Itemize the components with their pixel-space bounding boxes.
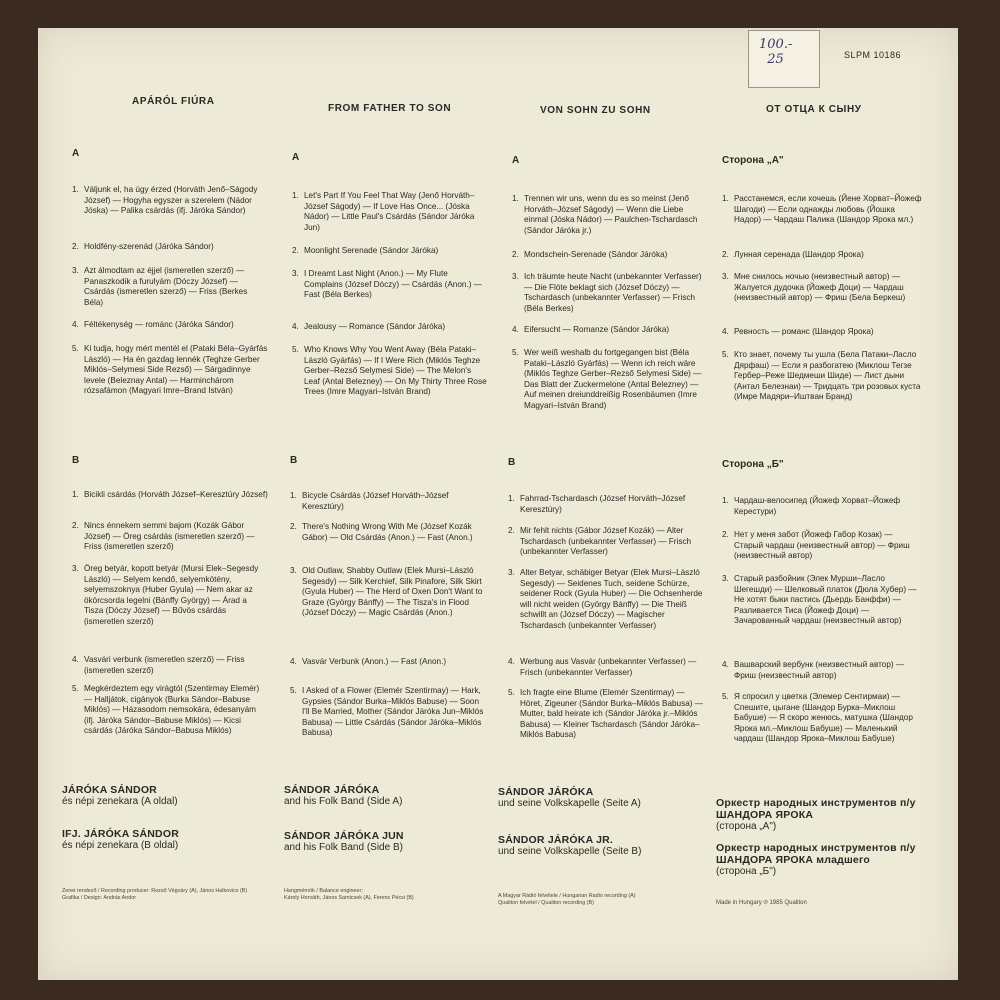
side-a-label: A — [512, 155, 520, 166]
production-credits: A Magyar Rádió felvétele / Hungarian Radio recording (A) Qualiton felvétel / Qualiton recording (B) — [498, 893, 636, 906]
track-item: 1. Расстанемся, если хочешь (Йене Хорват–Йожеф Шагоди) — Если однажды любовь (Йошка Надор) — Чардаш Палика (Шандор Ярока мл.) — [722, 194, 922, 225]
track-item: 3. Old Outlaw, Shabby Outlaw (Elek Mursi–László Segesdy) — Silk Kerchief, Silk Pinafore, Silk Skirt (Gyula Huber) — The Herd of Oxen Don't Want to Graze (György Bánffy) — The Tisza's in Flood (József Dóczy) — Magic Csárdás (Anon.) — [290, 566, 483, 618]
track-item: 4. Vasvár Verbunk (Anon.) — Fast (Anon.) — [290, 657, 447, 666]
production-credits: Hangmérnök / Balance engineer: Károly Horváth, János Samicsek (A), Ferenc Pécsi (B) — [284, 888, 414, 901]
track-item: 5. Ki tudja, hogy mért mentél el (Pataki Béla–Gyárfás László) — Ha én gazdag lennék (Teghze Gerber Miklós–Selymesi Side Rezső) — Sárgadinnye levele (Beleznay Antal) — Harminchárom rózsafámon (Magyari Imre–Brand István) — [72, 344, 268, 396]
track-item: 1. Bicikli csárdás (Horváth József–Keresztúry József) — [72, 490, 268, 499]
track-item: 3. Старый разбойник (Элек Мурши–Ласло Шегешди) — Шелковый платок (Дюла Хубер) — Не хотят быки пастись (Дьердь Банффи) — Разливается Тиса (Йожеф Доци) — Зачарованный чардаш (неизвестный автор) — [722, 574, 917, 626]
track-item: 2. Moonlight Serenade (Sándor Járóka) — [292, 246, 439, 255]
track-item: 2. Mondschein-Serenade (Sándor Járóka) — [512, 250, 668, 259]
track-item: 3. Мне снилось ночью (неизвестный автор) — Жалуется дудочка (Йожеф Доци) — Чардаш (неизвестный автор) — Фриш (Бела Беркеш) — [722, 272, 906, 303]
track-item: 1. Bicycle Csárdás (József Horváth–József Keresztúry) — [290, 491, 449, 511]
track-item: 1. Trennen wir uns, wenn du es so meinst (Jenő Horváth–József Ságody) — Wenn die Liebe einmal (Jóska Nádor) — Paulchen-Tschardasch (Sándor Járóka jr.) — [512, 194, 698, 235]
production-credits: Made in Hungary ℗ 1985 Qualiton — [716, 900, 807, 906]
track-item: 2. There's Nothing Wrong With Me (József Kozák Gábor) — Old Csárdás (Anon.) — Fast (Anon.) — [290, 522, 473, 542]
side-b-label: B — [508, 457, 516, 468]
side-a-label: A — [72, 148, 80, 159]
track-item: 2. Mir fehlt nichts (Gábor József Kozák) — Alter Tschardasch (unbekannter Verfasser) — Frisch (unbekannter Verfasser) — [508, 526, 692, 557]
performer-credit-a: JÁRÓKA SÁNDOR és népi zenekara (A oldal) — [62, 784, 178, 807]
performer-credit-a: SÁNDOR JÁRÓKA and his Folk Band (Side A) — [284, 784, 403, 807]
side-b-label: B — [290, 455, 298, 466]
track-item: 5. I Asked of a Flower (Elemér Szentirmay) — Hark, Gypsies (Sándor Burka–Miklós Babuse) — Soon I'll Be Married, Mother (Sándor Járóka Jun–Miklós Babusa) — Little Csárdás (Sándor Járóka–Miklós Babusa) — [290, 686, 484, 738]
track-item: 4. Jealousy — Romance (Sándor Járóka) — [292, 322, 446, 331]
performer-credit-b: SÁNDOR JÁRÓKA JUN and his Folk Band (Side B) — [284, 830, 404, 853]
column-title: VON SOHN ZU SOHN — [540, 105, 651, 116]
track-item: 3. Öreg betyár, kopott betyár (Mursi Elek–Segesdy László) — Selyem kendő, selyemkötény, selyemszoknya (Huber Gyula) — Nem akar az ökörcsorda legelni (Bánffy György) — Árad a Tisza (Dóczy József) — Bűvös csárdás (ismeretlen szerző) — [72, 564, 259, 626]
track-item: 3. Ich träumte heute Nacht (unbekannter Verfasser) — Die Flöte beklagt sich (József Dóczy) — Tschardasch (unbekannter Verfasser) — Frisch (Béla Berkes) — [512, 272, 702, 313]
performer-credit-b: Оркестр народных инструментов п/у ШАНДОРА ЯРОКА младшего (сторона „Б") — [716, 842, 916, 877]
track-item: 1. Чардаш-велосипед (Йожеф Хорват–Йожеф Керестури) — [722, 496, 901, 516]
track-item: 4. Werbung aus Vasvár (unbekannter Verfasser) — Frisch (unbekannter Verfasser) — [508, 657, 697, 677]
track-item: 1. Fahrrad-Tschardasch (József Horváth–József Keresztúry) — [508, 494, 686, 514]
performer-credit-b: SÁNDOR JÁRÓKA JR. und seine Volkskapelle (Seite B) — [498, 834, 642, 857]
track-item: 2. Нет у меня забот (Йожеф Габор Козак) — Старый чардаш (неизвестный автор) — Фриш (неизвестный автор) — [722, 530, 910, 561]
side-b-label: Сторона „Б" — [722, 459, 784, 470]
column-title: FROM FATHER TO SON — [328, 103, 452, 114]
track-item: 4. Ревность — романс (Шандор Ярока) — [722, 327, 874, 336]
performer-credit-b: IFJ. JÁRÓKA SÁNDOR és népi zenekara (B oldal) — [62, 828, 179, 851]
track-item: 4. Vasvári verbunk (ismeretlen szerző) — Friss (ismeretlen szerző) — [72, 655, 245, 675]
side-a-label: A — [292, 152, 300, 163]
track-item: 5. Who Knows Why You Went Away (Béla Pataki–László Gyárfás) — If I Were Rich (Miklós Teghze Gerber–Rezső Selymesi Side) — The Melon's Leaf (Antal Belezney) — On My Thirty Three Rose Trees (Imre Magyari–István Brand) — [292, 345, 487, 397]
track-item: 5. Кто знает, почему ты ушла (Бела Патаки–Ласло Дярфаш) — Если я разбогатею (Миклош Тегзе Гербер–Реже Шедмеши Шиде) — Лист дыни (Антал Белезнаи) — Тридцать три розовых куста (Имре Мадяри–Иштван Бранд) — [722, 350, 921, 402]
track-item: 4. Вашварский вербунк (неизвестный автор) — Фриш (неизвестный автор) — [722, 660, 905, 680]
side-a-label: Сторона „А" — [722, 155, 784, 166]
production-credits: Zenei rendező / Recording producer: Rezső Végváry (A), János Halkovics (B) Grafika / Design: András Andor — [62, 888, 248, 901]
track-item: 2. Nincs énnekem semmi bajom (Kozák Gábor József) — Öreg csárdás (ismeretlen szerző) — Friss (ismeretlen szerző) — [72, 521, 255, 552]
track-item: 2. Holdfény-szerenád (Járóka Sándor) — [72, 242, 214, 251]
track-item: 1. Let's Part If You Feel That Way (Jenő Horváth–József Ságody) — If Love Has Once... (Jóska Nádor) — Little Paul's Csárdás (Sándor Járóka Jun) — [292, 191, 475, 232]
price-sticker — [748, 30, 820, 88]
track-item: 3. Alter Betyar, schäbiger Betyar (Elek Mursi–László Segesdy) — Seidenes Tuch, seidene Schürze, seidener Rock (Gyula Huber) — Die Ochsenherde will nicht weiden (György Bánffy) — Die Theiß schwillt an (József Dóczy) — Magischer Tschardasch (unbekannter Verfasser) — [508, 568, 703, 630]
track-item: 1. Váljunk el, ha úgy érzed (Horváth Jenő–Ságody József) — Hogyha egyszer a szerelem (Nádor Jóska) — Palika csárdás (ifj. Járóka Sándor) — [72, 185, 258, 216]
track-item: 5. Ich fragte eine Blume (Elemér Szentirmay) — Höret, Zigeuner (Sándor Burka–Miklós Babusa) — Mutter, bald heirate ich (Sándor Járóka jr.–Miklós Babusa) — Kleiner Tschardasch (Sándor Járóka–Miklós Babusa) — [508, 688, 703, 740]
column-title: ОТ ОТЦА К СЫНУ — [766, 104, 862, 115]
side-b-label: B — [72, 455, 80, 466]
track-item: 4. Féltékenység — románc (Járóka Sándor) — [72, 320, 234, 329]
track-item: 3. I Dreamt Last Night (Anon.) — My Flute Complains (József Dóczy) — Csárdás (Anon.) — Fast (Béla Berkes) — [292, 269, 482, 300]
price-sticker-text: 100.- 25 — [759, 37, 793, 67]
catalog-number: SLPM 10186 — [844, 50, 902, 60]
track-item: 2. Лунная серенада (Шандор Ярока) — [722, 250, 864, 259]
performer-credit-a: Оркестр народных инструментов п/у ШАНДОРА ЯРОКА (сторона „А") — [716, 797, 916, 832]
track-item: 5. Я спросил у цветка (Элемер Сентирмаи) — Спешите, цыгане (Шандор Бурка–Миклош Бабуше) — Я скоро женюсь, матушка (Шандор Ярока мл.–Миклош Бабуше) — Маленький чардаш (Шандор Ярока–Миклош Бабуше) — [722, 692, 913, 744]
track-item: 3. Azt álmodtam az éjjel (ismeretlen szerző) — Panaszkodik a furulyám (Dóczy József) — Csárdás (ismeretlen szerző) — Friss (Berkes Béla) — [72, 266, 248, 307]
column-title: APÁRÓL FIÚRA — [132, 96, 215, 107]
track-item: 5. Megkérdeztem egy virágtól (Szentirmay Elemér) — Halljátok, cigányok (Burka Sándor–Babuse Miklós) — Házasodom nemsokára, édesanyám (ifj. Járóka Sándor–Babuse Miklós) — Kicsi csárdás (Járóka Sándor–Babusa Miklós) — [72, 684, 260, 736]
track-item: 4. Eifersucht — Romanze (Sándor Járóka) — [512, 325, 670, 334]
performer-credit-a: SÁNDOR JÁRÓKA und seine Volkskapelle (Seite A) — [498, 786, 641, 809]
track-item: 5. Wer weiß weshalb du fortgegangen bist (Béla Pataki–László Gyárfás) — Wenn ich reich wäre (Miklós Teghze Gerber–Rezső Selymesi Side) — Das Blatt der Zuckermelone (Antal Belezney) — Auf meinen dreiunddreißig Rosenbäumen (Imre Magyari–István Brand) — [512, 348, 702, 410]
